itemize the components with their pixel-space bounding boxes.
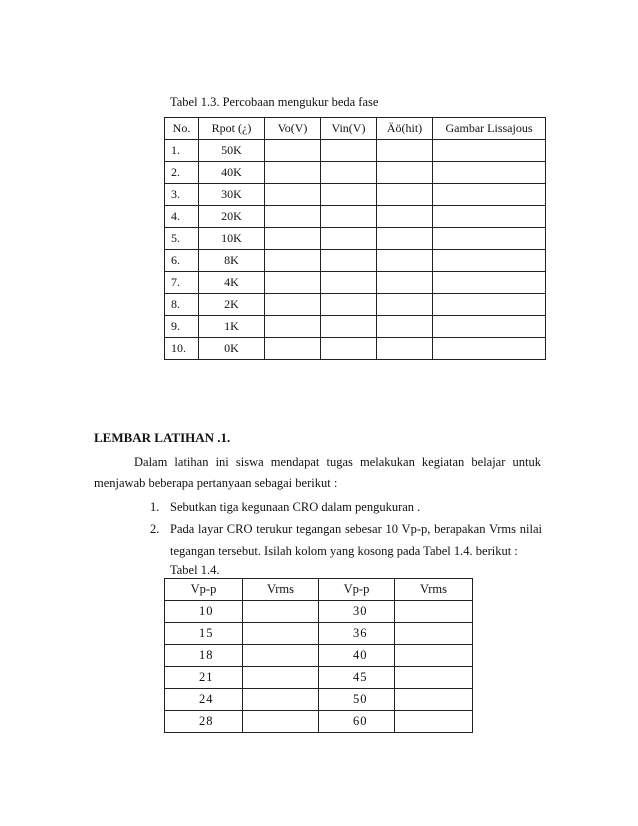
cell-phase bbox=[377, 316, 433, 338]
header-lissajous: Gambar Lissajous bbox=[433, 118, 546, 140]
cell-lissajous bbox=[433, 184, 546, 206]
header-rpot: Rpot (¿) bbox=[199, 118, 265, 140]
question-2-text-continued: tegangan tersebut. Isilah kolom yang kosong pada Tabel 1.4. berikut : bbox=[170, 544, 518, 558]
table-row bbox=[165, 184, 546, 206]
table-row bbox=[165, 294, 546, 316]
table-row bbox=[165, 667, 473, 689]
cell-no: 7. bbox=[165, 272, 199, 294]
intro-text-line-1: Dalam latihan ini siswa mendapat tugas melakukan kegiatan belajar untuk bbox=[134, 455, 541, 469]
cell-vpp-1: 10 bbox=[165, 601, 243, 623]
cell-vrms-2 bbox=[395, 601, 473, 623]
cell-vo bbox=[265, 228, 321, 250]
cell-vpp-1: 18 bbox=[165, 645, 243, 667]
cell-rpot: 1K bbox=[199, 316, 265, 338]
table-1-header-row bbox=[165, 118, 546, 140]
cell-vo bbox=[265, 250, 321, 272]
cell-vin bbox=[321, 206, 377, 228]
cell-vrms-1 bbox=[243, 667, 319, 689]
cell-vin bbox=[321, 294, 377, 316]
cell-rpot: 2K bbox=[199, 294, 265, 316]
header-vpp-1: Vp-p bbox=[165, 579, 243, 601]
header-vpp-2: Vp-p bbox=[319, 579, 395, 601]
cell-vin bbox=[321, 140, 377, 162]
header-vo: Vo(V) bbox=[265, 118, 321, 140]
cell-vpp-2: 40 bbox=[319, 645, 395, 667]
cell-phase bbox=[377, 162, 433, 184]
cell-rpot: 40K bbox=[199, 162, 265, 184]
intro-text-line-2: menjawab beberapa pertanyaan sebagai berikut : bbox=[94, 476, 338, 490]
table-1-phase-measurement bbox=[164, 117, 546, 360]
cell-vin bbox=[321, 228, 377, 250]
cell-rpot: 4K bbox=[199, 272, 265, 294]
cell-phase bbox=[377, 140, 433, 162]
section-heading: LEMBAR LATIHAN .1. bbox=[94, 430, 231, 445]
cell-vpp-2: 36 bbox=[319, 623, 395, 645]
cell-vpp-1: 24 bbox=[165, 689, 243, 711]
table-2-caption: Tabel 1.4. bbox=[170, 563, 220, 577]
cell-lissajous bbox=[433, 162, 546, 184]
cell-lissajous bbox=[433, 316, 546, 338]
header-vrms-2: Vrms bbox=[395, 579, 473, 601]
header-vin: Vin(V) bbox=[321, 118, 377, 140]
table-row bbox=[165, 162, 546, 184]
cell-lissajous bbox=[433, 294, 546, 316]
cell-vo bbox=[265, 206, 321, 228]
cell-lissajous bbox=[433, 338, 546, 360]
table-1-caption: Tabel 1.3. Percobaan mengukur beda fase bbox=[170, 95, 379, 109]
table-row bbox=[165, 206, 546, 228]
cell-rpot: 0K bbox=[199, 338, 265, 360]
cell-vpp-2: 60 bbox=[319, 711, 395, 733]
table-row bbox=[165, 623, 473, 645]
cell-no: 2. bbox=[165, 162, 199, 184]
cell-vo bbox=[265, 162, 321, 184]
table-row bbox=[165, 316, 546, 338]
cell-lissajous bbox=[433, 140, 546, 162]
cell-vrms-1 bbox=[243, 623, 319, 645]
cell-vpp-1: 15 bbox=[165, 623, 243, 645]
cell-no: 3. bbox=[165, 184, 199, 206]
cell-no: 5. bbox=[165, 228, 199, 250]
cell-vin bbox=[321, 250, 377, 272]
cell-vrms-1 bbox=[243, 711, 319, 733]
cell-no: 8. bbox=[165, 294, 199, 316]
cell-vrms-1 bbox=[243, 601, 319, 623]
cell-vrms-2 bbox=[395, 623, 473, 645]
cell-vin bbox=[321, 162, 377, 184]
cell-vo bbox=[265, 140, 321, 162]
cell-lissajous bbox=[433, 272, 546, 294]
question-1-text: Sebutkan tiga kegunaan CRO dalam pengukuran . bbox=[170, 500, 421, 514]
cell-no: 4. bbox=[165, 206, 199, 228]
cell-vo bbox=[265, 294, 321, 316]
cell-vrms-2 bbox=[395, 689, 473, 711]
table-row bbox=[165, 250, 546, 272]
cell-vrms-1 bbox=[243, 689, 319, 711]
cell-phase bbox=[377, 272, 433, 294]
cell-phase bbox=[377, 184, 433, 206]
cell-lissajous bbox=[433, 250, 546, 272]
cell-vrms-2 bbox=[395, 645, 473, 667]
question-2-number: 2. bbox=[150, 522, 160, 536]
cell-lissajous bbox=[433, 228, 546, 250]
header-phase: Äö(hit) bbox=[377, 118, 433, 140]
cell-vo bbox=[265, 316, 321, 338]
cell-vpp-2: 30 bbox=[319, 601, 395, 623]
cell-vpp-2: 50 bbox=[319, 689, 395, 711]
cell-no: 1. bbox=[165, 140, 199, 162]
cell-phase bbox=[377, 206, 433, 228]
cell-vin bbox=[321, 316, 377, 338]
cell-vin bbox=[321, 338, 377, 360]
table-row bbox=[165, 645, 473, 667]
cell-phase bbox=[377, 228, 433, 250]
header-no: No. bbox=[165, 118, 199, 140]
cell-vo bbox=[265, 272, 321, 294]
cell-rpot: 50K bbox=[199, 140, 265, 162]
table-row bbox=[165, 601, 473, 623]
cell-vin bbox=[321, 184, 377, 206]
cell-phase bbox=[377, 338, 433, 360]
table-2-header-row bbox=[165, 579, 473, 601]
table-row bbox=[165, 338, 546, 360]
cell-vpp-1: 28 bbox=[165, 711, 243, 733]
cell-vo bbox=[265, 338, 321, 360]
table-row bbox=[165, 140, 546, 162]
cell-vrms-2 bbox=[395, 711, 473, 733]
cell-rpot: 10K bbox=[199, 228, 265, 250]
cell-rpot: 30K bbox=[199, 184, 265, 206]
cell-no: 6. bbox=[165, 250, 199, 272]
table-row bbox=[165, 228, 546, 250]
table-row bbox=[165, 711, 473, 733]
cell-phase bbox=[377, 294, 433, 316]
table-row bbox=[165, 272, 546, 294]
cell-rpot: 8K bbox=[199, 250, 265, 272]
cell-vrms-1 bbox=[243, 645, 319, 667]
cell-phase bbox=[377, 250, 433, 272]
cell-vpp-2: 45 bbox=[319, 667, 395, 689]
cell-no: 9. bbox=[165, 316, 199, 338]
cell-lissajous bbox=[433, 206, 546, 228]
table-2-vrms bbox=[164, 578, 473, 733]
header-vrms-1: Vrms bbox=[243, 579, 319, 601]
cell-rpot: 20K bbox=[199, 206, 265, 228]
cell-vrms-2 bbox=[395, 667, 473, 689]
cell-vpp-1: 21 bbox=[165, 667, 243, 689]
question-2-text: Pada layar CRO terukur tegangan sebesar 10 Vp-p, berapakan Vrms nilai bbox=[170, 522, 542, 536]
question-1-number: 1. bbox=[150, 500, 160, 514]
cell-vin bbox=[321, 272, 377, 294]
table-row bbox=[165, 689, 473, 711]
cell-no: 10. bbox=[165, 338, 199, 360]
cell-vo bbox=[265, 184, 321, 206]
